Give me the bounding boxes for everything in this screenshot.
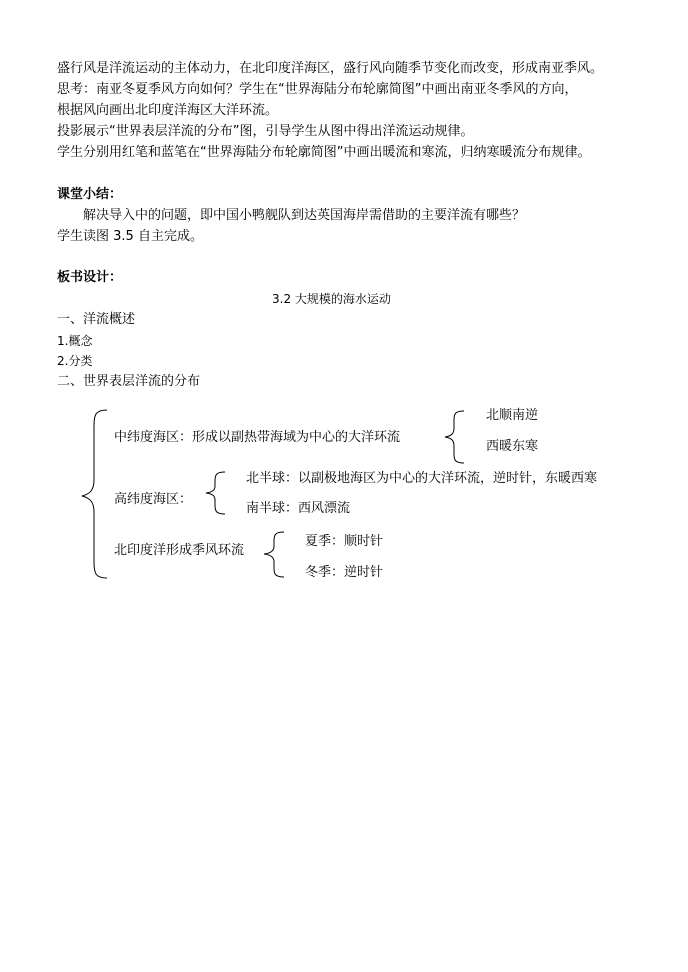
- paragraph-projection: 投影展示“世界表层洋流的分布”图，引导学生从图中得出洋流运动规律。: [57, 124, 474, 139]
- india-monsoon-label: 北印度洋形成季风环流: [114, 543, 245, 558]
- mid-latitude-label: 中纬度海区：形成以副热带海域为中心的大洋环流: [114, 430, 401, 445]
- mid-rule-temperature: 西暖东寒: [486, 439, 539, 454]
- india-brace: [264, 532, 284, 577]
- summary-question: 解决导入中的问题，即中国小鸭舰队到达英国海岸需借助的主要洋流有哪些？: [83, 208, 526, 223]
- paragraph-monsoon: 盛行风是洋流运动的主体动力，在北印度洋海区，盛行风向随季节变化而改变，形成南亚季风。: [57, 61, 604, 76]
- winter-direction: 冬季：逆时针: [305, 565, 384, 580]
- high-north-hemisphere: 北半球：以副极地海区为中心的大洋环流，逆时针，东暖西寒: [246, 471, 598, 486]
- mid-rule-direction: 北顺南逆: [486, 408, 539, 423]
- high-lat-brace: [206, 472, 225, 514]
- high-latitude-label: 高纬度海区：: [114, 492, 193, 507]
- paragraph-think-a: 思考：南亚冬夏季风方向如何？学生在“世界海陆分布轮廓简图”中画出南亚冬季风的方向，: [57, 82, 578, 97]
- board-heading: 板书设计：: [57, 270, 123, 285]
- item-classification: 2.分类: [57, 354, 93, 368]
- section-distribution: 二、世界表层洋流的分布: [57, 374, 201, 389]
- main-brace: [82, 410, 107, 578]
- paragraph-think-b: 根据风向画出北印度洋海区大洋环流。: [57, 103, 279, 118]
- paragraph-drawing: 学生分别用红笔和蓝笔在“世界海陆分布轮廓简图”中画出暖流和寒流，归纳寒暖流分布规律。: [57, 145, 591, 160]
- mid-lat-brace: [445, 411, 464, 463]
- summary-task: 学生读图 3.5 自主完成。: [57, 229, 203, 244]
- summer-direction: 夏季：顺时针: [305, 534, 384, 549]
- section-overview: 一、洋流概述: [57, 312, 136, 327]
- summary-heading: 课堂小结：: [57, 187, 123, 202]
- item-concept: 1.概念: [57, 334, 93, 348]
- high-south-hemisphere: 南半球：西风漂流: [246, 501, 351, 516]
- board-title: 3.2 大规模的海水运动: [272, 292, 391, 306]
